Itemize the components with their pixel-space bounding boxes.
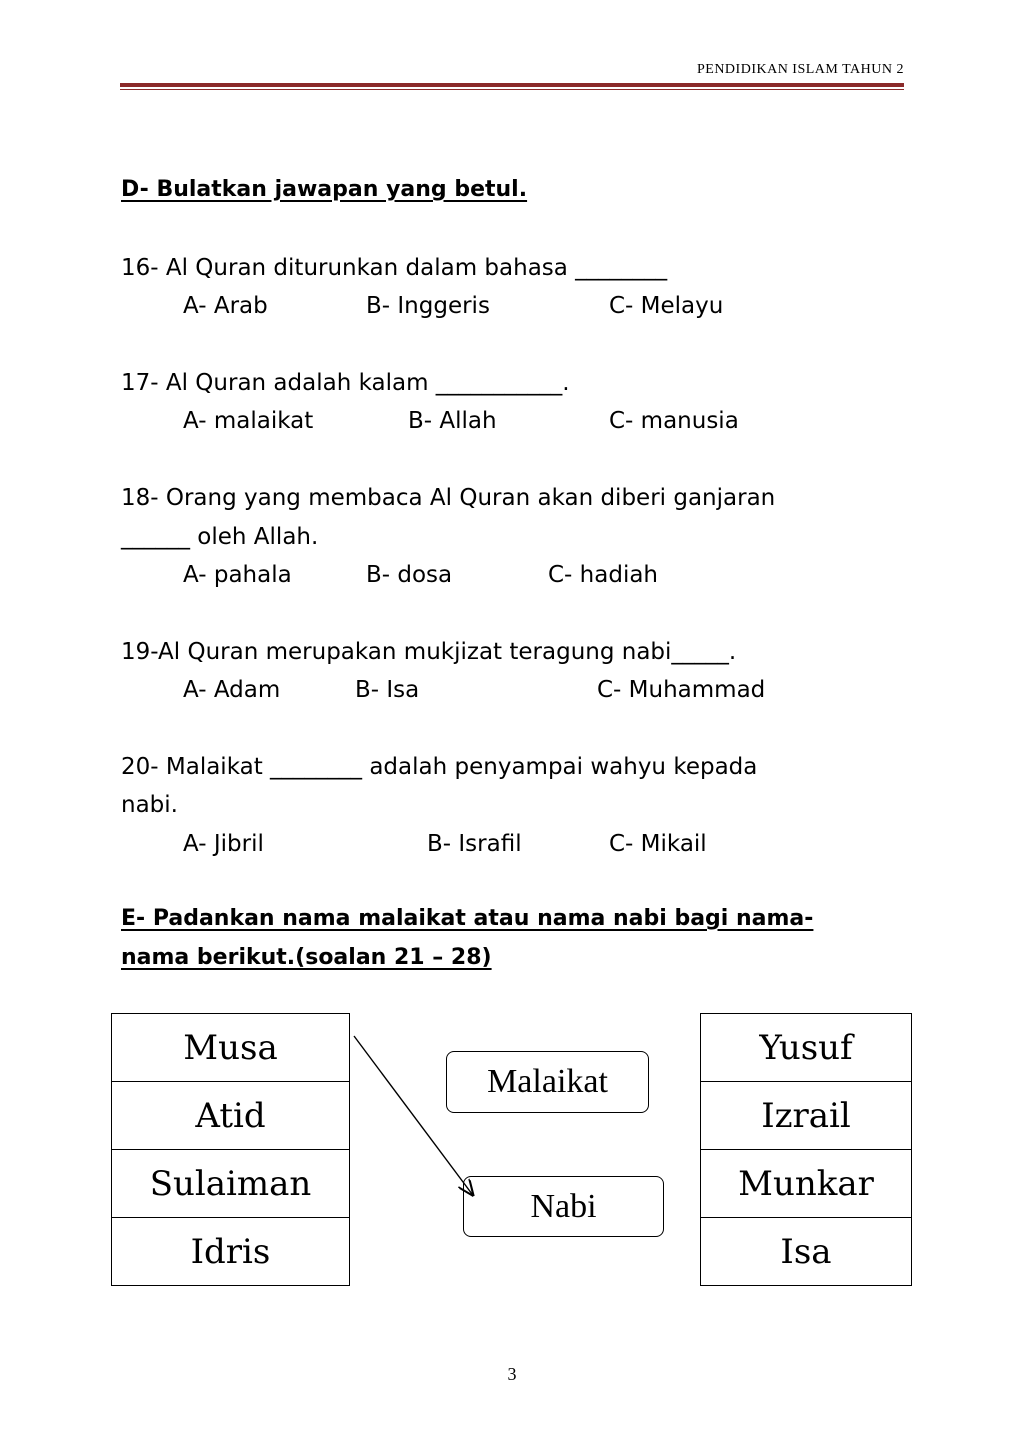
category-malaikat-box[interactable]: Malaikat <box>446 1051 649 1113</box>
q17-option-c[interactable]: C- manusia <box>609 408 739 434</box>
question-19-text: 19-Al Quran merupakan mukjizat teragung nabi_____. <box>121 639 737 665</box>
question-16-text: 16- Al Quran diturunkan dalam bahasa ________ <box>121 255 668 281</box>
section-e-title-line2: nama berikut.(soalan 21 – 28) <box>121 945 492 970</box>
q16-option-c[interactable]: C- Melayu <box>609 293 724 319</box>
q19-option-b[interactable]: B- Isa <box>355 677 420 703</box>
question-18-text-line1: 18- Orang yang membaca Al Quran akan diberi ganjaran <box>121 485 776 511</box>
question-20-text-line1: 20- Malaikat ________ adalah penyampai wahyu kepada <box>121 754 758 780</box>
q16-option-b[interactable]: B- Inggeris <box>366 293 490 319</box>
page-header: PENDIDIKAN ISLAM TAHUN 2 <box>696 62 904 77</box>
question-18-text-line2: ______ oleh Allah. <box>121 524 319 550</box>
q20-option-b[interactable]: B- Israfil <box>427 831 522 857</box>
q18-option-b[interactable]: B- dosa <box>366 562 453 588</box>
right-name-cell[interactable]: Izrail <box>701 1082 911 1150</box>
left-name-cell[interactable]: Sulaiman <box>112 1150 349 1218</box>
q19-option-a[interactable]: A- Adam <box>183 677 281 703</box>
right-name-cell[interactable]: Munkar <box>701 1150 911 1218</box>
left-name-cell[interactable]: Atid <box>112 1082 349 1150</box>
q16-option-a[interactable]: A- Arab <box>183 293 268 319</box>
section-e-title-line1: E- Padankan nama malaikat atau nama nabi bagi nama- <box>121 906 814 931</box>
q17-option-a[interactable]: A- malaikat <box>183 408 314 434</box>
question-17-text: 17- Al Quran adalah kalam ___________. <box>121 370 570 396</box>
q20-option-a[interactable]: A- Jibril <box>183 831 264 857</box>
left-name-cell[interactable]: Musa <box>112 1014 349 1082</box>
q18-option-c[interactable]: C- hadiah <box>548 562 659 588</box>
q20-option-c[interactable]: C- Mikail <box>609 831 707 857</box>
q17-option-b[interactable]: B- Allah <box>408 408 497 434</box>
section-d-title: D- Bulatkan jawapan yang betul. <box>121 177 528 202</box>
right-name-cell[interactable]: Isa <box>780 1231 832 1272</box>
q19-option-c[interactable]: C- Muhammad <box>597 677 766 703</box>
question-20-text-line2: nabi. <box>121 792 178 818</box>
left-name-cell[interactable]: Idris <box>190 1231 271 1272</box>
page-number: 3 <box>507 1364 517 1384</box>
category-nabi-box[interactable]: Nabi <box>463 1176 664 1237</box>
right-name-cell[interactable]: Yusuf <box>701 1014 911 1082</box>
q18-option-a[interactable]: A- pahala <box>183 562 292 588</box>
